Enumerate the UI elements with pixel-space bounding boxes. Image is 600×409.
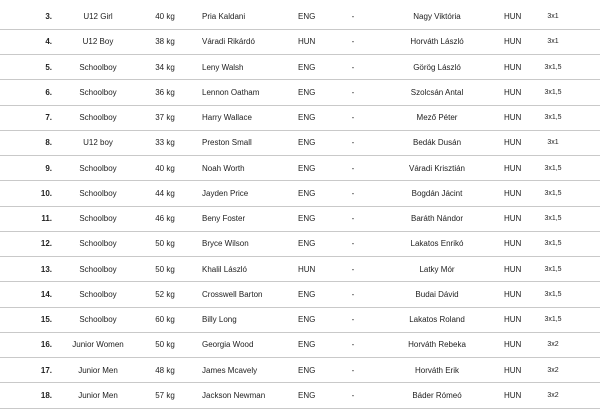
table-row — [0, 29, 600, 54]
blue-corner-name: Lakatos Roland — [409, 315, 465, 324]
bout-category: U12 boy — [83, 138, 113, 148]
bout-weight: 33 kg — [155, 138, 175, 148]
bout-rounds: 3x1,5 — [544, 290, 562, 298]
red-corner-name: Noah Worth — [202, 163, 245, 173]
red-corner-name: Khalil László — [202, 264, 247, 274]
bout-rounds: 3x1,5 — [544, 215, 562, 222]
red-corner-name: James Mcavely — [202, 365, 258, 375]
red-corner-name: Beny Foster — [202, 214, 246, 223]
table-row — [0, 130, 600, 155]
red-corner-name: Preston Small — [202, 138, 252, 148]
versus-dash: - — [351, 315, 355, 324]
blue-corner-name: Horváth László — [410, 37, 464, 47]
blue-corner-name: Lakatos Enrikó — [410, 239, 464, 249]
versus-dash: - — [351, 12, 355, 21]
blue-corner-team: HUN — [504, 390, 522, 400]
red-corner-name: Leny Walsh — [202, 62, 244, 72]
bout-weight: 40 kg — [155, 163, 175, 173]
red-corner-name: Váradi Rikárdó — [202, 37, 255, 47]
blue-corner-team: HUN — [504, 62, 522, 72]
versus-dash: - — [351, 390, 355, 400]
red-corner-team: ENG — [298, 214, 316, 223]
red-corner-name: Harry Wallace — [202, 113, 252, 122]
table-row — [0, 231, 600, 256]
bout-category: Schoolboy — [79, 87, 117, 97]
bout-rounds: 3x1,5 — [544, 265, 562, 273]
bout-weight: 34 kg — [155, 62, 175, 72]
bout-category: Schoolboy — [79, 163, 117, 173]
versus-dash: - — [351, 113, 355, 122]
bout-weight: 36 kg — [155, 87, 175, 97]
bout-category: Junior Men — [78, 365, 118, 375]
blue-corner-team: HUN — [504, 340, 522, 350]
bout-rounds: 3x1 — [547, 139, 559, 147]
red-corner-name: Jayden Price — [202, 188, 249, 198]
bout-number: 17. — [40, 365, 52, 375]
bout-number: 4. — [45, 37, 52, 47]
bout-rounds: 3x1,5 — [544, 114, 562, 121]
blue-corner-team: HUN — [504, 315, 522, 324]
bout-number: 3. — [45, 12, 52, 21]
bout-number: 8. — [45, 138, 52, 148]
table-row — [0, 282, 600, 307]
bout-number: 10. — [40, 188, 52, 198]
table-row — [0, 332, 600, 357]
bout-number: 13. — [40, 264, 52, 274]
blue-corner-name: Bedák Dusán — [412, 138, 462, 148]
bout-number: 7. — [45, 113, 52, 122]
red-corner-name: Georgia Wood — [202, 340, 254, 350]
bout-number: 15. — [40, 315, 52, 324]
bout-number: 9. — [45, 163, 52, 173]
bout-rounds: 3x1 — [547, 13, 559, 20]
blue-corner-name: Horváth Rebeka — [408, 340, 466, 350]
blue-corner-name: Budai Dávid — [415, 289, 459, 299]
bout-category: Schoolboy — [79, 289, 117, 299]
blue-corner-name: Nagy Viktória — [413, 12, 461, 21]
versus-dash: - — [351, 163, 355, 173]
red-corner-team: ENG — [298, 12, 316, 21]
bout-category: Schoolboy — [79, 214, 117, 223]
bout-number: 14. — [40, 289, 52, 299]
row-divider — [0, 408, 600, 409]
blue-corner-team: HUN — [504, 188, 522, 198]
bout-weight: 50 kg — [155, 239, 175, 249]
versus-dash: - — [351, 188, 355, 198]
red-corner-name: Billy Long — [202, 315, 237, 324]
red-corner-team: ENG — [298, 87, 316, 97]
bout-weight: 50 kg — [155, 340, 175, 350]
bout-category: Schoolboy — [79, 315, 117, 324]
red-corner-name: Jackson Newman — [202, 390, 266, 400]
red-corner-name: Pria Kaldani — [202, 12, 246, 21]
bout-rounds: 3x2 — [547, 366, 559, 374]
table-row — [0, 358, 600, 383]
red-corner-team: ENG — [298, 239, 316, 249]
red-corner-name: Lennon Oatham — [202, 87, 260, 97]
versus-dash: - — [351, 239, 355, 249]
bout-category: Schoolboy — [79, 264, 117, 274]
versus-dash: - — [351, 264, 355, 274]
bout-weight: 52 kg — [155, 289, 175, 299]
blue-corner-team: HUN — [504, 113, 522, 122]
bout-category: Schoolboy — [79, 113, 117, 122]
red-corner-name: Crosswell Barton — [202, 289, 263, 299]
blue-corner-name: Szolcsán Antal — [410, 87, 464, 97]
red-corner-team: ENG — [298, 390, 316, 400]
red-corner-team: ENG — [298, 188, 316, 198]
bout-category: U12 Boy — [82, 37, 114, 47]
blue-corner-team: HUN — [504, 37, 522, 47]
table-row — [0, 206, 600, 231]
blue-corner-team: HUN — [504, 138, 522, 148]
blue-corner-name: Görög László — [413, 62, 461, 72]
versus-dash: - — [351, 37, 355, 47]
versus-dash: - — [351, 62, 355, 72]
bout-rounds: 3x1,5 — [544, 63, 562, 71]
table-row — [0, 4, 600, 29]
bout-weight: 37 kg — [155, 113, 175, 122]
blue-corner-team: HUN — [504, 214, 522, 223]
bout-number: 11. — [41, 214, 52, 223]
versus-dash: - — [351, 87, 355, 97]
bout-weight: 44 kg — [155, 188, 175, 198]
blue-corner-name: Horváth Erik — [414, 365, 459, 375]
blue-corner-team: HUN — [504, 289, 522, 299]
bout-rounds: 3x2 — [547, 341, 559, 349]
table-row — [0, 383, 600, 408]
blue-corner-team: HUN — [504, 365, 522, 375]
blue-corner-team: HUN — [504, 87, 522, 97]
blue-corner-name: Latky Mór — [419, 264, 455, 274]
red-corner-team: HUN — [298, 264, 316, 274]
bout-rounds: 3x1,5 — [544, 316, 562, 323]
bout-weight: 50 kg — [155, 264, 175, 274]
table-row — [0, 257, 600, 282]
blue-corner-team: HUN — [504, 264, 522, 274]
versus-dash: - — [351, 289, 355, 299]
table-row — [0, 156, 600, 181]
bout-rounds: 3x1,5 — [544, 189, 562, 197]
bout-category: Junior Women — [72, 340, 124, 350]
red-corner-team: ENG — [298, 163, 316, 173]
bout-weight: 48 kg — [155, 365, 175, 375]
bout-category: Schoolboy — [79, 239, 117, 249]
blue-corner-team: HUN — [504, 239, 522, 249]
blue-corner-team: HUN — [504, 163, 522, 173]
table-row — [0, 80, 600, 105]
bout-category: U12 Girl — [83, 12, 113, 21]
table-row — [0, 105, 600, 130]
versus-dash: - — [351, 214, 355, 223]
red-corner-team: ENG — [298, 62, 316, 72]
bout-weight: 46 kg — [155, 214, 175, 223]
bout-number: 18. — [40, 390, 52, 400]
blue-corner-name: Báder Rómeó — [412, 390, 462, 400]
bout-category: Schoolboy — [79, 62, 117, 72]
red-corner-team: ENG — [298, 340, 316, 350]
table-row — [0, 55, 600, 80]
red-corner-team: HUN — [298, 37, 316, 47]
table-row — [0, 181, 600, 206]
bout-number: 12. — [40, 239, 52, 249]
bout-weight: 38 kg — [155, 37, 175, 47]
bout-number: 16. — [40, 340, 52, 350]
bout-rounds: 3x1,5 — [544, 88, 562, 96]
bout-rounds: 3x2 — [547, 391, 559, 399]
versus-dash: - — [351, 138, 355, 148]
blue-corner-name: Bogdán Jácint — [411, 188, 463, 198]
red-corner-team: ENG — [298, 138, 316, 148]
versus-dash: - — [351, 340, 355, 350]
bout-weight: 57 kg — [155, 390, 175, 400]
bout-rounds: 3x1 — [547, 38, 559, 46]
bout-rounds: 3x1,5 — [544, 240, 562, 248]
table-row — [0, 307, 600, 332]
red-corner-team: ENG — [298, 365, 316, 375]
blue-corner-name: Baráth Nándor — [410, 214, 464, 223]
blue-corner-name: Mező Péter — [416, 113, 458, 122]
red-corner-team: ENG — [298, 289, 316, 299]
bout-category: Schoolboy — [79, 188, 117, 198]
red-corner-name: Bryce Wilson — [202, 239, 249, 249]
bout-category: Junior Men — [78, 390, 118, 400]
red-corner-team: ENG — [298, 315, 316, 324]
bout-weight: 40 kg — [155, 12, 175, 21]
versus-dash: - — [351, 365, 355, 375]
bout-number: 5. — [45, 62, 52, 72]
red-corner-team: ENG — [298, 113, 316, 122]
bout-weight: 60 kg — [155, 315, 175, 324]
blue-corner-name: Váradi Krisztián — [408, 163, 466, 173]
bout-number: 6. — [45, 87, 52, 97]
bout-rounds: 3x1,5 — [544, 164, 562, 172]
blue-corner-team: HUN — [504, 12, 522, 21]
